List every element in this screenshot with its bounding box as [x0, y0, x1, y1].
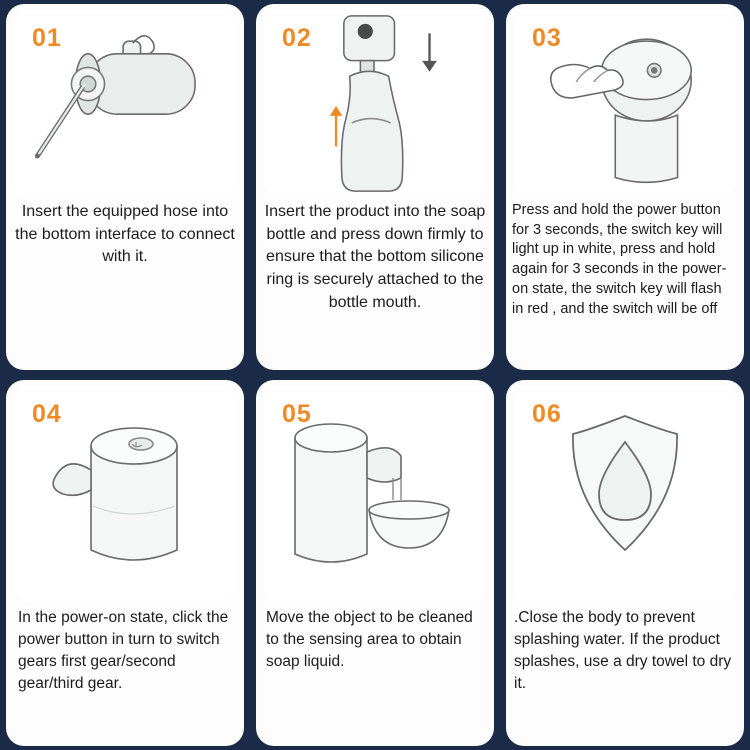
step-05-number: 05: [282, 400, 312, 428]
step-05-illustration: [264, 386, 486, 601]
step-card-02: [256, 4, 494, 370]
step-03-caption: Press and hold the power button for 3 seconds, the switch key will light up in white, press and hold again for 3 seconds in the power-on state, the switch key will flash in red , and the switch will be off: [512, 202, 727, 317]
step-card-03: [506, 4, 744, 370]
step-06-caption: .Close the body to prevent splashing water. If the product splashes, use a dry towel to dry it.: [514, 609, 732, 692]
step-03-illustration: [514, 10, 736, 195]
step-01-illustration: [14, 10, 236, 195]
step-02-illustration: [264, 10, 486, 195]
step-card-06: [506, 380, 744, 746]
step-01-caption: Insert the equipped hose into the bottom interface to connect with it.: [15, 203, 235, 266]
step-01-number: 01: [32, 24, 62, 52]
step-card-01: [6, 4, 244, 370]
step-03-number: 03: [532, 24, 562, 52]
step-04-illustration: [14, 386, 236, 601]
step-card-04: [6, 380, 244, 746]
step-06-illustration: [514, 386, 736, 601]
step-06-number: 06: [532, 400, 562, 428]
step-04-caption: In the power-on state, click the power button in turn to switch gears first gear/second gear/third gear.: [18, 609, 229, 692]
step-card-05: [256, 380, 494, 746]
step-05-caption: Move the object to be cleaned to the sensing area to obtain soap liquid.: [266, 609, 473, 670]
step-04-number: 04: [32, 400, 62, 428]
step-02-number: 02: [282, 24, 312, 52]
step-02-caption: Insert the product into the soap bottle and press down firmly to ensure that the bottom silicone ring is securely attached to the bottle mouth.: [264, 203, 486, 311]
